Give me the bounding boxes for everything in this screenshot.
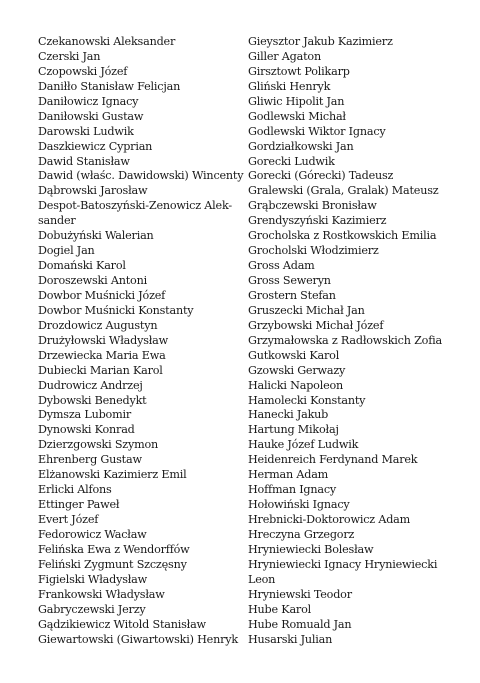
name-entry: Grzybowski Michał Józef [248,318,384,332]
name-entry: Giller Agaton [248,49,321,63]
name-entry: Dymsza Lubomir [38,408,132,422]
name-entry: Dowbor Muśnicki Józef [38,288,166,302]
name-list-left-column [38,35,243,647]
name-list-right-column [248,35,458,647]
name-entry: Dynowski Konrad [38,423,135,437]
name-entry: Ettinger Paweł [38,498,120,512]
name-entry: Gorecki Ludwik [248,154,335,168]
name-entry: Gliński Henryk [248,79,331,93]
name-entry: Drozdowicz Augustyn [38,318,158,332]
name-entry: Grocholski Włodzimierz [248,244,379,258]
name-entry: Drzewiecka Maria Ewa [38,348,166,362]
name-entry: Elżanowski Kazimierz Emil [38,468,187,482]
name-entry: Grocholska z Rostkowskich Emilia [248,229,437,243]
name-entry: Ehrenberg Gustaw [38,453,142,467]
name-entry: Gabryczewski Jerzy [38,602,146,616]
name-entry: Daniłło Stanisław Felicjan [38,79,181,93]
name-entry: Gutkowski Karol [248,348,340,362]
name-entry: Hołowiński Ignacy [248,498,350,512]
name-entry: Giewartowski (Giwartowski) Henryk [38,632,238,646]
name-entry: Fedorowicz Wacław [38,527,147,541]
name-entry: Hanecki Jakub [248,408,329,422]
name-entry: Gross Seweryn [248,274,331,287]
name-entry: sander [38,214,76,228]
name-entry: Dzierzgowski Szymon [38,438,159,452]
name-entry: Feliński Zygmunt Szczęsny [38,557,187,571]
name-entry: Dogiel Jan [38,244,95,258]
name-entry: Daniłowski Gustaw [38,109,144,123]
name-entry: Dudrowicz Andrzej [38,378,143,392]
name-entry: Gordziałkowski Jan [248,139,354,153]
name-entry: Domański Karol [38,259,126,273]
name-entry: Gieysztor Jakub Kazimierz [248,35,393,48]
name-entry: Gorecki (Górecki) Tadeusz [248,169,394,183]
name-entry: Hrebnicki-Doktorowicz Adam [248,513,411,526]
name-entry: Dobużyński Walerian [38,229,154,243]
name-entry: Frankowski Władysław [38,587,165,601]
name-entry: Gądzikiewicz Witold Stanisław [38,617,206,631]
name-entry: Hube Romuald Jan [248,617,352,631]
name-entry: Halicki Napoleon [248,378,344,392]
name-entry: Grzymałowska z Radłowskich Zofia [248,333,442,347]
name-entry: Husarski Julian [248,632,333,646]
name-entry: Dąbrowski Jarosław [38,184,148,198]
name-entry: Godlewski Wiktor Ignacy [248,124,386,138]
name-entry: Gralewski (Grala, Gralak) Mateusz [248,184,439,198]
name-entry: Erlicki Alfons [38,483,112,497]
name-entry: Grendyszyński Kazimierz [248,214,387,228]
name-entry: Figielski Władysław [38,572,148,586]
name-entry: Hreczyna Grzegorz [248,527,355,541]
name-entry: Dawid Stanisław [38,154,130,168]
name-entry: Leon [248,572,276,586]
name-entry: Gross Adam [248,259,315,273]
name-entry: Gzowski Gerwazy [248,363,346,377]
name-entry: Hryniewiecki Ignacy Hryniewiecki [248,557,438,571]
name-entry: Czopowski Józef [38,64,128,78]
name-entry: Hartung Mikołaj [248,423,339,437]
name-entry: Hryniewiecki Bolesław [248,542,374,556]
name-entry: Herman Adam [248,468,329,482]
name-entry: Czekanowski Aleksander [38,35,176,48]
name-entry: Dubiecki Marian Karol [38,363,163,377]
name-entry: Drużyłowski Władysław [38,333,169,347]
name-entry: Heidenreich Ferdynand Marek [248,453,418,467]
name-entry: Doroszewski Antoni [38,274,147,287]
name-entry: Daniłowicz Ignacy [38,94,139,108]
name-entry: Hamolecki Konstanty [248,393,366,407]
name-entry: Gliwic Hipolit Jan [248,94,345,108]
name-entry: Hube Karol [248,602,311,616]
name-entry: Godlewski Michał [248,109,346,123]
name-entry: Daszkiewicz Cyprian [38,139,153,153]
name-entry: Grostern Stefan [248,288,336,302]
name-entry: Hauke Józef Ludwik [248,438,359,452]
name-entry: Dowbor Muśnicki Konstanty [38,303,194,317]
name-entry: Hryniewski Teodor [248,587,352,601]
name-entry: Evert Józef [38,513,99,526]
name-entry: Dybowski Benedykt [38,393,147,407]
name-entry: Dawid (właśc. Dawidowski) Wincenty [38,169,244,183]
name-entry: Gruszecki Michał Jan [248,303,365,317]
name-entry: Darowski Ludwik [38,124,134,138]
name-entry: Despot-Batoszyński-Zenowicz Alek- [38,199,232,213]
name-entry: Girsztowt Polikarp [248,64,350,78]
name-entry: Grąbczewski Bronisław [248,199,377,213]
name-entry: Czerski Jan [38,49,101,63]
name-entry: Felińska Ewa z Wendorffów [38,542,190,556]
name-entry: Hoffman Ignacy [248,483,337,497]
